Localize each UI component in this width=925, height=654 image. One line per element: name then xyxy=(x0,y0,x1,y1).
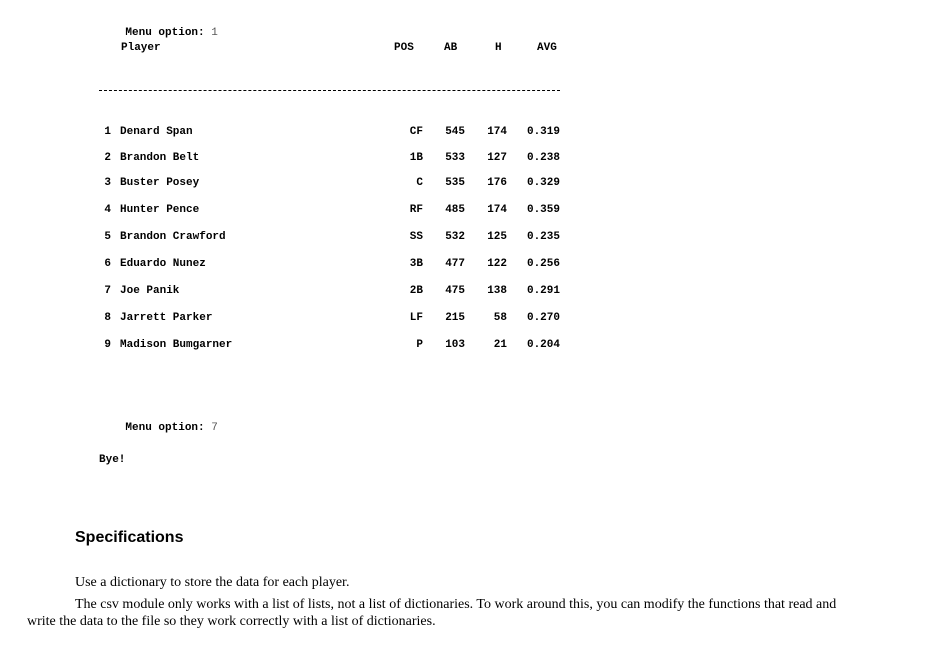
header-player: Player xyxy=(121,42,161,54)
player-pos: SS xyxy=(409,231,423,243)
table-row xyxy=(0,339,925,355)
row-number: 5 xyxy=(104,231,111,243)
menu-prompt-label: Menu option: xyxy=(125,422,212,434)
player-ab: 475 xyxy=(445,285,465,297)
row-number: 6 xyxy=(104,258,111,270)
header-ab: AB xyxy=(444,42,458,54)
separator-line xyxy=(99,90,560,91)
player-ab: 545 xyxy=(445,126,465,138)
player-name: Denard Span xyxy=(120,126,193,138)
table-row xyxy=(0,126,925,142)
row-number: 4 xyxy=(104,204,111,216)
player-name: Brandon Crawford xyxy=(120,231,226,243)
header-pos: POS xyxy=(394,42,414,54)
row-number: 3 xyxy=(104,177,111,189)
table-row xyxy=(0,312,925,328)
spec-line-1: Use a dictionary to store the data for each player. xyxy=(75,575,350,590)
player-avg: 0.359 xyxy=(526,204,560,216)
player-name: Eduardo Nunez xyxy=(120,258,206,270)
player-name: Hunter Pence xyxy=(120,204,200,216)
player-pos: P xyxy=(416,339,423,351)
player-avg: 0.204 xyxy=(526,339,560,351)
player-pos: 1B xyxy=(409,152,423,164)
table-row xyxy=(0,285,925,301)
row-number: 9 xyxy=(104,339,111,351)
specifications-heading: Specifications xyxy=(75,529,184,546)
row-number: 8 xyxy=(104,312,111,324)
player-name: Jarrett Parker xyxy=(120,312,213,324)
player-h: 127 xyxy=(487,152,507,164)
player-name: Joe Panik xyxy=(120,285,180,297)
player-ab: 532 xyxy=(445,231,465,243)
table-row xyxy=(0,204,925,220)
spec-line-3: write the data to the file so they work correctly with a list of dictionaries. xyxy=(27,614,436,629)
header-avg: AVG xyxy=(537,42,557,54)
table-row xyxy=(0,177,925,193)
player-h: 122 xyxy=(487,258,507,270)
player-avg: 0.238 xyxy=(526,152,560,164)
row-number: 7 xyxy=(104,285,111,297)
row-number: 2 xyxy=(104,152,111,164)
player-pos: CF xyxy=(409,126,423,138)
player-name: Buster Posey xyxy=(120,177,200,189)
player-h: 138 xyxy=(487,285,507,297)
player-pos: LF xyxy=(409,312,423,324)
player-h: 174 xyxy=(487,126,507,138)
player-ab: 485 xyxy=(445,204,465,216)
table-row xyxy=(0,258,925,274)
menu-prompt-label: Menu option: xyxy=(125,27,212,39)
table-row xyxy=(0,231,925,247)
player-ab: 215 xyxy=(445,312,465,324)
player-pos: 2B xyxy=(409,285,423,297)
header-h: H xyxy=(495,42,502,54)
spec-line-2: The csv module only works with a list of lists, not a list of dictionaries. To work around this, you can modify the functions that read and xyxy=(75,597,837,612)
player-ab: 477 xyxy=(445,258,465,270)
player-avg: 0.291 xyxy=(526,285,560,297)
player-pos: C xyxy=(416,177,423,189)
player-ab: 535 xyxy=(445,177,465,189)
player-h: 21 xyxy=(493,339,507,351)
player-avg: 0.329 xyxy=(526,177,560,189)
player-avg: 0.319 xyxy=(526,126,560,138)
player-avg: 0.270 xyxy=(526,312,560,324)
player-ab: 533 xyxy=(445,152,465,164)
menu-prompt-value: 7 xyxy=(211,422,218,434)
player-h: 58 xyxy=(493,312,507,324)
player-h: 176 xyxy=(487,177,507,189)
menu-prompt-2 xyxy=(99,410,218,446)
player-h: 125 xyxy=(487,231,507,243)
player-name: Brandon Belt xyxy=(120,152,200,164)
player-name: Madison Bumgarner xyxy=(120,339,233,351)
table-row xyxy=(0,152,925,168)
player-avg: 0.235 xyxy=(526,231,560,243)
player-ab: 103 xyxy=(445,339,465,351)
player-h: 174 xyxy=(487,204,507,216)
player-pos: RF xyxy=(409,204,423,216)
player-pos: 3B xyxy=(409,258,423,270)
menu-prompt-value: 1 xyxy=(211,27,218,39)
row-number: 1 xyxy=(104,126,111,138)
player-avg: 0.256 xyxy=(526,258,560,270)
bye-message: Bye! xyxy=(99,454,126,466)
